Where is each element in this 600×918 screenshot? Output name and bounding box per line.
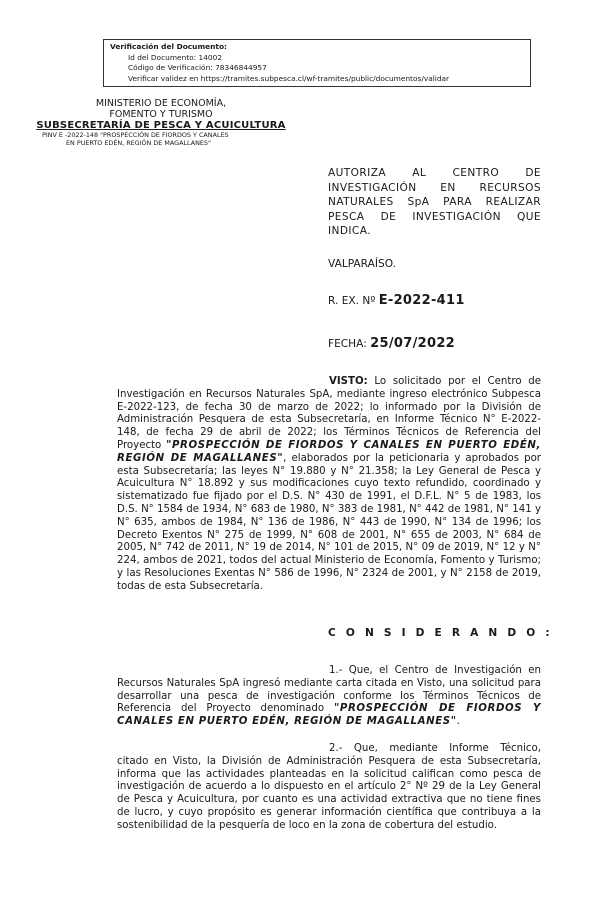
point-1-text: 1.- Que, el Centro de Investigación en Recursos Naturales SpA ingresó mediante carta citada en Visto, una solicitud para desarrollar una pesca de investigación conforme los Términos Técnicos de Referencia del Proyecto denominado [117, 665, 541, 715]
pinv-reference-1: PINV E -2022-148 "PROSPECCIÓN DE FIORDOS Y CANALES [42, 131, 229, 139]
date-value: 25/07/2022 [370, 336, 456, 351]
point-1-end: . [456, 716, 460, 728]
verification-url[interactable]: • Verificar validez en https://tramites.subpesca.cl/wf-tramites/public/documentos/validar [128, 74, 524, 85]
date-label: FECHA: [328, 338, 367, 350]
date [328, 336, 455, 351]
point-1-project-name: "PROSPECCIÓN DE FIORDOS Y CANALES EN PUERTO EDÉN, REGIÓN DE MAGALLANES" [117, 703, 541, 728]
visto-text-2: , elaborados por la peticionaria y aprobados por esta Subsecretaría; las leyes N° 19.880 y N° 21.358; la Ley General de Pesca y Acuicultura N° 18.892 y sus modificaciones cuyo texto refundido, coordinado y sistematizado fue fijado por el D.S. N° 430 de 1991, el D.F.L. N° 5 de 1983, los D.S. N° 1584 de 1934, N° 683 de 1980, N° 383 de 1981, N° 442 de 1981, N° 141 y N° 635, ambos de 1984, N° 136 de 1986, N° 443 de 1990, N° 134 de 1996; los Decreto Exentos N° 275 de 1999, N° 608 de 2001, N° 655 de 2003, N° 684 de 2005, N° 742 de 2011, N° 19 de 2014, N° 101 de 2015, N° 09 de 2019, N° 12 y N° 224, ambos de 2021, todos del actual Ministerio de Economía, Fomento y Turismo; y las Resoluciones Exentas N° 586 de 1996, N° 2324 de 2001, y N° 2158 de 2019, todas de esta Subsecretaría. [117, 452, 541, 592]
visto-text-1: Lo solicitado por el Centro de Investigación en Recursos Naturales SpA, mediante ingreso electrónico Subpesca E-2022-123, de fecha 30 de marzo de 2022; lo informado por la División de Administración Pesquera de esta Subsecretaría, en Informe Técnico N° E-2022-148, de fecha 29 de abril de 2022; los Términos Técnicos de Referencia del Proyecto [117, 376, 541, 451]
verification-code: • Código de Verificación: 78346844957 [128, 63, 524, 74]
subsecretaria-title: SUBSECRETARÍA DE PESCA Y ACUICULTURA [36, 120, 286, 131]
verification-list [110, 53, 524, 85]
authorization-summary: AUTORIZA AL CENTRO DE INVESTIGACIÓN EN RECURSOS NATURALES SpA PARA REALIZAR PESCA DE INVESTIGACIÓN QUE INDICA. [328, 167, 541, 237]
verification-title: Verificación del Documento: [110, 42, 227, 51]
resolution-label: R. EX. Nº [328, 295, 376, 307]
ministry-line-2: FOMENTO Y TURISMO [109, 109, 213, 120]
considerando-heading: C O N S I D E R A N D O : [328, 627, 553, 639]
ministry-line-1: MINISTERIO DE ECONOMÍA, [95, 98, 227, 109]
point-2-text: 2.- Que, mediante Informe Técnico, citado en Visto, la División de Administración Pesquera de esta Subsecretaría, informa que las actividades planteadas en la solicitud califican como pesca de investigación de acuerdo a lo dispuesto en el artículo 2° Nº 29 de la Ley General de Pesca y Acuicultura, por cuanto es una actividad extractiva que no tiene fines de lucro, y cuyo propósito es generar información científica que contribuya a la sostenibilidad de la pesquería de loco en la zona de cobertura del estudio. [117, 743, 541, 831]
resolution-number [328, 293, 465, 308]
considerando-point-2 [117, 743, 541, 833]
resolution-value: E-2022-411 [378, 293, 465, 308]
considerando-point-1 [117, 665, 541, 729]
visto-paragraph [117, 376, 541, 594]
pinv-reference-2: EN PUERTO EDÉN, REGIÓN DE MAGALLANES" [66, 139, 211, 147]
document-id: • Id del Documento: 14002 [128, 53, 524, 64]
document-header [36, 98, 286, 147]
visto-label: VISTO: [329, 376, 368, 387]
city: VALPARAÍSO. [328, 258, 396, 270]
visto-project-name: "PROSPECCIÓN DE FIORDOS Y CANALES EN PUERTO EDÉN, REGIÓN DE MAGALLANES" [117, 439, 541, 464]
verification-box [103, 39, 531, 87]
